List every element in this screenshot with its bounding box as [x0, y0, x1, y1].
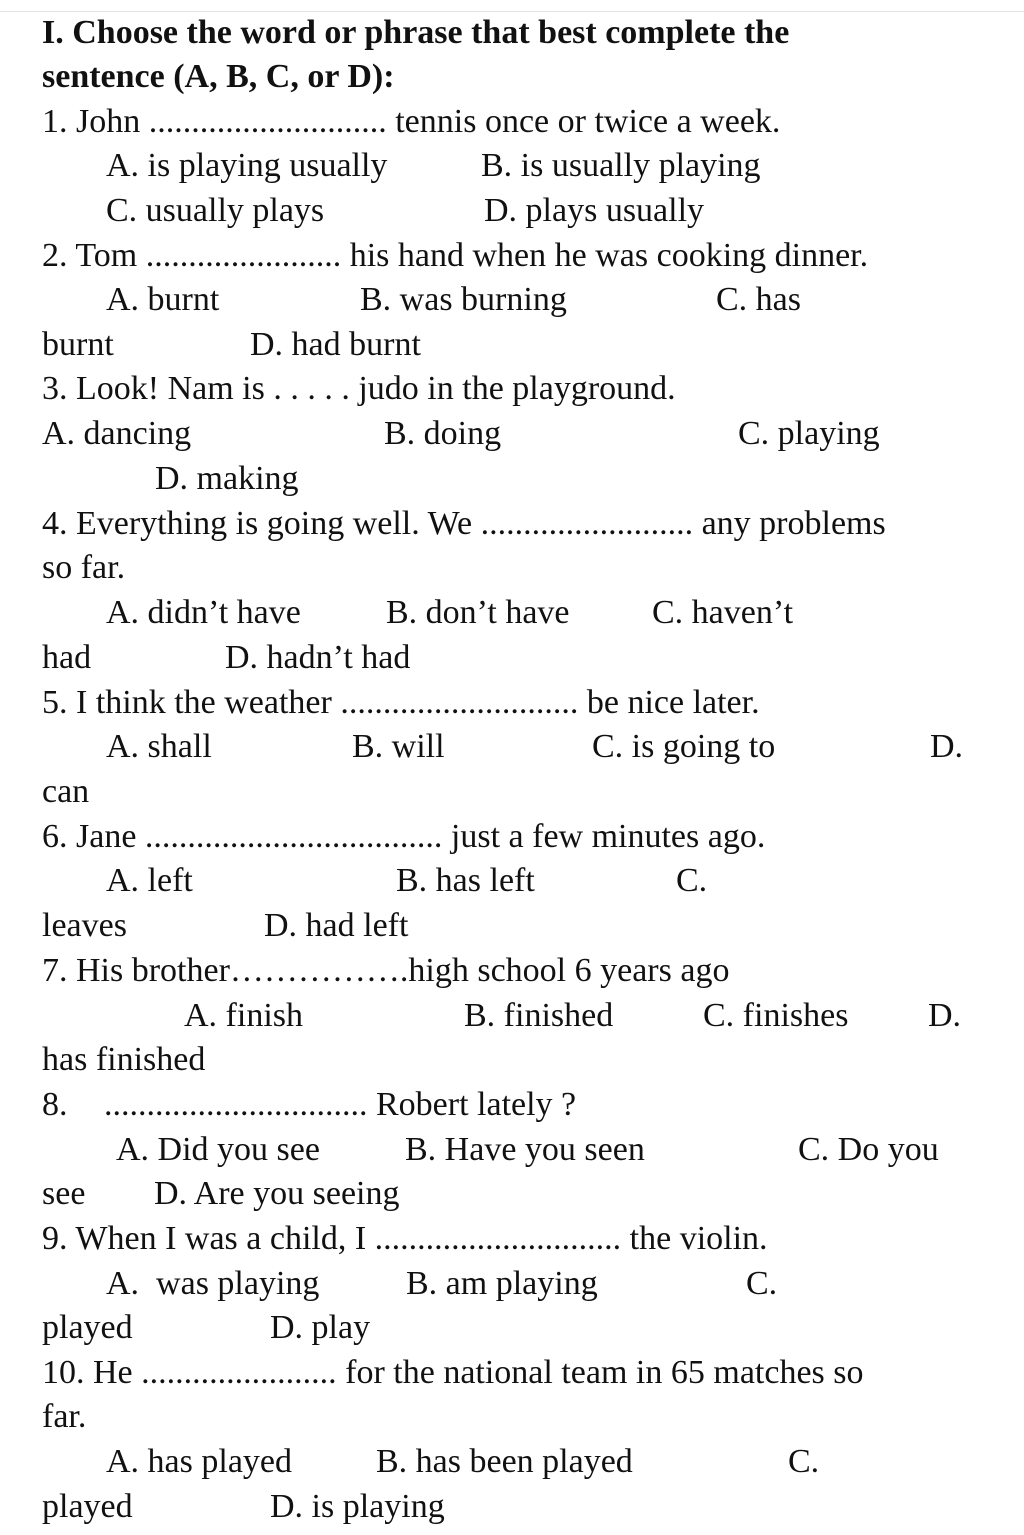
q8-option-a: A. Did you see [116, 1131, 320, 1168]
q10-option-d: D. is playing [270, 1488, 445, 1525]
q2-option-b: B. was burning [360, 281, 567, 318]
q3-option-a: A. dancing [42, 415, 192, 452]
q5-option-d-cont: can [42, 773, 90, 810]
q1-option-b: B. is usually playing [481, 147, 761, 184]
q3-option-d: D. making [155, 460, 299, 497]
q8-option-c: C. Do you [798, 1131, 939, 1168]
q6-option-d: D. had left [264, 907, 409, 944]
q1-option-a: A. is playing usually [106, 147, 388, 184]
section-heading-line-1: I. Choose the word or phrase that best complete the [42, 14, 790, 51]
question-8: ............................... Robert lately ? [104, 1086, 577, 1123]
question-5: 5. I think the weather ............................ be nice later. [42, 684, 760, 721]
question-10: 10. He ....................... for the national team in 65 matches so [42, 1354, 864, 1391]
q1-option-d: D. plays usually [484, 192, 705, 229]
q10-option-b: B. has been played [376, 1443, 633, 1480]
q8-option-c-cont: see [42, 1175, 86, 1212]
q10-option-c: C. [788, 1443, 820, 1480]
q7-option-c: C. finishes [703, 997, 849, 1034]
q1-option-c: C. usually plays [106, 192, 325, 229]
q4-option-b: B. don’t have [386, 594, 570, 631]
q7-option-b: B. finished [464, 997, 614, 1034]
q7-option-d-cont: has finished [42, 1041, 206, 1078]
question-10-cont: far. [42, 1398, 87, 1435]
q5-option-d: D. [930, 728, 964, 765]
q2-option-c: C. has [716, 281, 801, 318]
q9-option-d: D. play [270, 1309, 371, 1346]
q3-option-c: C. playing [738, 415, 880, 452]
question-9: 9. When I was a child, I ............................. the violin. [42, 1220, 768, 1257]
question-4-cont: so far. [42, 549, 126, 586]
question-6: 6. Jane ................................... just a few minutes ago. [42, 818, 766, 855]
q10-option-c-cont: played [42, 1488, 133, 1525]
question-1: 1. John ............................ tennis once or twice a week. [42, 103, 781, 140]
q7-option-a: A. finish [184, 997, 303, 1034]
q9-option-a: A. was playing [106, 1265, 320, 1302]
top-divider [0, 11, 1024, 12]
question-3: 3. Look! Nam is . . . . . judo in the playground. [42, 370, 676, 407]
question-8-number: 8. [42, 1086, 68, 1123]
q9-option-b: B. am playing [406, 1265, 598, 1302]
q6-option-c-cont: leaves [42, 907, 127, 944]
q7-option-d: D. [928, 997, 962, 1034]
q6-option-c: C. [676, 862, 708, 899]
q4-option-d: D. hadn’t had [225, 639, 411, 676]
q3-option-b: B. doing [384, 415, 502, 452]
q9-option-c-cont: played [42, 1309, 133, 1346]
q4-option-c: C. haven’t [652, 594, 794, 631]
question-4: 4. Everything is going well. We ......................... any problems [42, 505, 886, 542]
section-heading-line-2: sentence (A, B, C, or D): [42, 58, 395, 95]
q2-option-a: A. burnt [106, 281, 220, 318]
question-7: 7. His brother…………….high school 6 years ago [42, 952, 730, 989]
q5-option-a: A. shall [106, 728, 212, 765]
q8-option-d: D. Are you seeing [154, 1175, 400, 1212]
q8-option-b: B. Have you seen [405, 1131, 645, 1168]
q2-option-c-cont: burnt [42, 326, 114, 363]
q4-option-a: A. didn’t have [106, 594, 301, 631]
q4-option-c-cont: had [42, 639, 92, 676]
q5-option-c: C. is going to [592, 728, 776, 765]
q10-option-a: A. has played [106, 1443, 293, 1480]
q6-option-b: B. has left [396, 862, 535, 899]
question-2: 2. Tom ....................... his hand when he was cooking dinner. [42, 237, 869, 274]
q9-option-c: C. [746, 1265, 778, 1302]
q6-option-a: A. left [106, 862, 193, 899]
q2-option-d: D. had burnt [250, 326, 421, 363]
q5-option-b: B. will [352, 728, 445, 765]
